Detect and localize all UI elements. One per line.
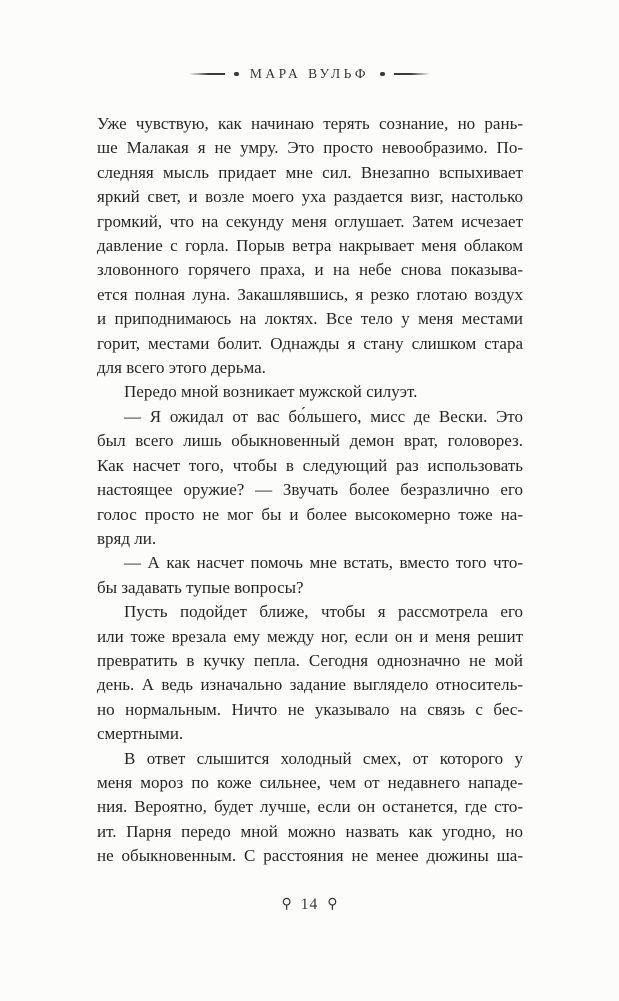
text-line: меня мороз по коже сильнее, чем от недавнего нападе- [97, 772, 523, 792]
text-line: или тоже врезала ему между ног, если он и меня решит [97, 626, 523, 646]
text-line: зловонного горячего праха, и на небе снова показыва- [97, 260, 523, 280]
author-name: МАРА ВУЛЬФ [249, 66, 370, 81]
text-line: бы задавать тупые вопросы? [97, 577, 304, 597]
text-line: ше Малакая я не умру. Это просто невообразимо. По- [97, 138, 523, 158]
text-line: давление с горла. Порыв ветра накрывает меня облаком [97, 236, 523, 256]
header-ornament-dot-left [234, 72, 239, 77]
text-line: голос просто не мог бы и более высокомерно тоже на- [97, 504, 523, 524]
text-line: для всего этого дерьма. [97, 358, 266, 378]
footer-ornament-icon-right: ⚲ [327, 896, 338, 912]
text-line: — Я ожидал от вас бо́льшего, мисс де Вески. Это [124, 406, 523, 426]
page-footer [0, 896, 619, 914]
text-line: не обыкновенным. С расстояния не менее дюжины ша- [97, 846, 523, 866]
text-line: В ответ слышится холодный смех, от которого у [124, 748, 523, 768]
page-number: 14 [300, 896, 319, 913]
text-line: но нормальным. Ничто не указывало на связь с бес- [97, 699, 523, 719]
text-line: день. А ведь изначально задание выглядело относитель- [97, 675, 523, 695]
header-rule-left [189, 73, 225, 74]
text-line: ит. Парня передо мной можно назвать как угодно, но [97, 821, 523, 841]
text-line: ется полная луна. Закашлявшись, я резко глотаю воздух [97, 284, 523, 304]
text-line: горит, местами болит. Однажды я стану слишком стара [97, 333, 523, 353]
text-line: Передо мной возникает мужской силуэт. [124, 382, 418, 402]
text-line: следняя мысль придает мне сил. Внезапно вспыхивает [97, 162, 523, 182]
text-line: — А как насчет помочь мне встать, вместо того что- [124, 553, 523, 573]
footer-ornament-icon-left: ⚲ [281, 896, 292, 912]
text-line: громкий, что на секунду меня оглушает. Затем исчезает [97, 211, 523, 231]
text-line: и приподнимаюсь на локтях. Все тело у меня местами [97, 309, 523, 329]
text-line: Как насчет того, чтобы в следующий раз использовать [97, 455, 523, 475]
text-line: ния. Вероятно, будет лучше, если он останется, где сто- [97, 797, 523, 817]
running-header [0, 66, 619, 82]
header-rule-right [394, 73, 430, 74]
text-line: яркий свет, и возле моего уха раздается визг, настолько [97, 187, 523, 207]
text-line: Уже чувствую, как начинаю терять сознание, но рань- [97, 114, 523, 133]
text-line: Пусть подойдет ближе, чтобы я рассмотрела его [124, 602, 523, 622]
text-line: смертными. [97, 724, 184, 744]
header-ornament-dot-right [380, 72, 385, 77]
body-text [97, 112, 523, 869]
text-line: вряд ли. [97, 528, 157, 548]
text-line: был всего лишь обыкновенный демон врат, головорез. [97, 431, 523, 451]
text-line: настоящее оружие? — Звучать более безразлично его [97, 480, 523, 500]
text-line: превратить в кучку пепла. Сегодня однозначно не мой [97, 650, 523, 670]
